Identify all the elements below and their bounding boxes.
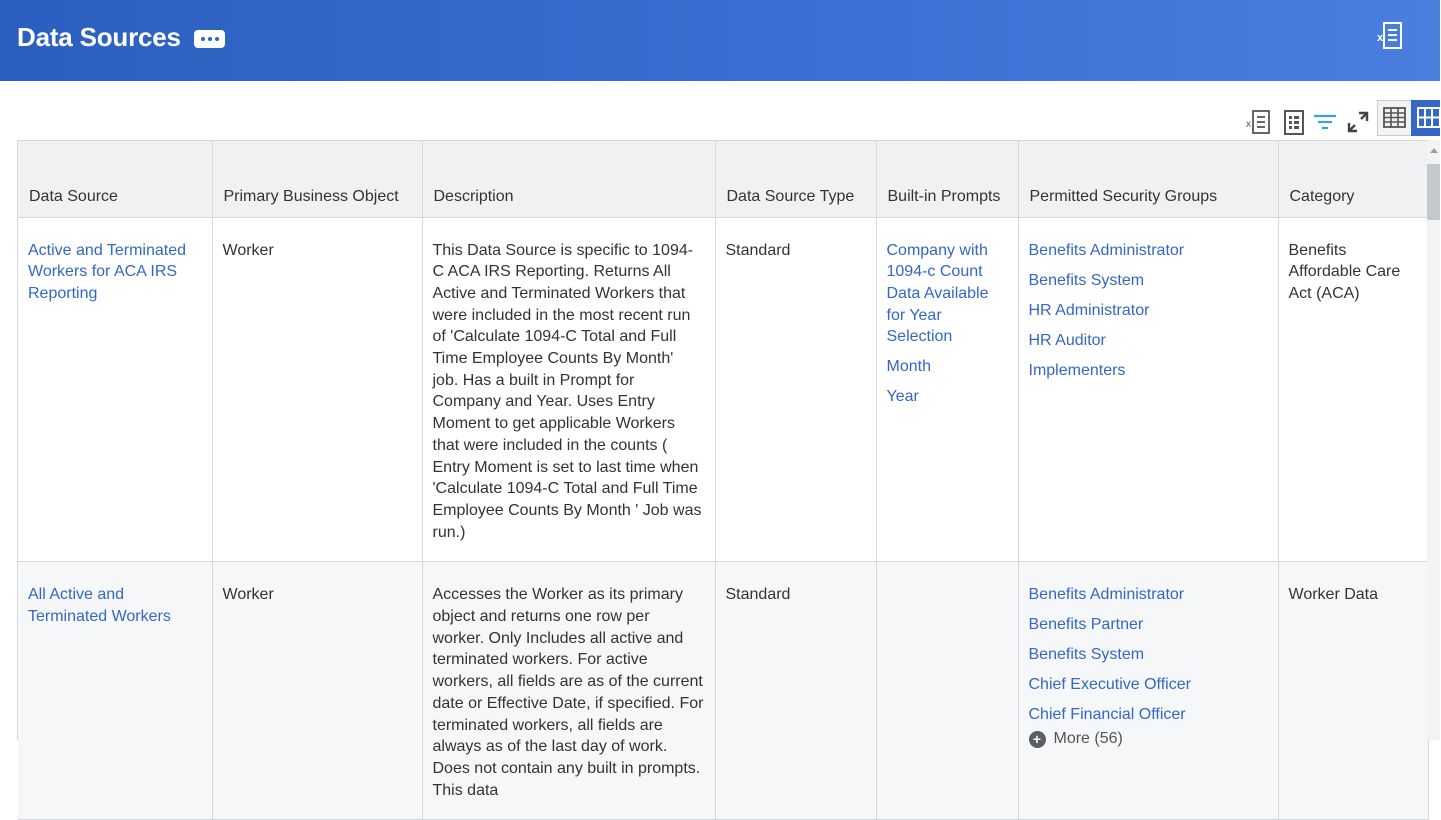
more-security-groups-button[interactable]: [1029, 728, 1267, 750]
security-group-link[interactable]: Benefits Partner: [1028, 616, 1144, 634]
vertical-scrollbar[interactable]: [1427, 140, 1440, 740]
security-group-link[interactable]: HR Auditor: [1028, 331, 1106, 349]
svg-text:x: x: [1377, 32, 1384, 44]
built-in-prompts-cell: [876, 562, 1018, 820]
security-group-link[interactable]: Benefits System: [1028, 271, 1145, 289]
column-header-built-in-prompts[interactable]: Built-in Prompts: [876, 141, 1018, 217]
security-group-link[interactable]: Benefits Administrator: [1028, 241, 1185, 259]
table-row: [18, 562, 1428, 820]
table-row: [18, 217, 1428, 562]
primary-business-object-cell: Worker: [212, 217, 422, 562]
filter-icon[interactable]: [1311, 108, 1339, 136]
security-group-link[interactable]: Benefits System: [1028, 646, 1145, 664]
scroll-up-arrow-icon[interactable]: [1430, 148, 1438, 153]
plus-circle-icon: +: [1029, 731, 1046, 748]
security-group-link[interactable]: Chief Financial Officer: [1028, 706, 1186, 724]
column-header-category[interactable]: Category: [1278, 141, 1428, 217]
ellipsis-icon: [201, 37, 205, 41]
fullscreen-icon[interactable]: [1344, 108, 1372, 136]
table-header-row: [18, 141, 1428, 217]
data-sources-table: [17, 140, 1427, 799]
data-source-link[interactable]: Active and Terminated Workers for ACA IRS Reporting: [28, 241, 187, 302]
column-header-primary-business-object[interactable]: Primary Business Object: [212, 141, 422, 217]
table-view-icon[interactable]: [1377, 100, 1412, 136]
prompt-link[interactable]: Year: [886, 388, 919, 406]
category-cell: Worker Data: [1278, 562, 1428, 820]
scrollbar-thumb[interactable]: [1427, 164, 1440, 220]
security-group-link[interactable]: HR Administrator: [1028, 301, 1150, 319]
column-header-permitted-security-groups[interactable]: Permitted Security Groups: [1018, 141, 1278, 217]
table-toolbar: [0, 100, 1440, 140]
prompt-link[interactable]: Month: [886, 358, 931, 376]
description-cell: This Data Source is specific to 1094-C ACA IRS Reporting. Returns All Active and Terminated Workers that were included in the most recent run of 'Calculate 1094-C Total and Full Time Employee Counts By Month' job. Has a built in Prompt for Company and Year. Uses Entry Moment to get applicable Workers that were included in the counts ( Entry Moment is set to last time when 'Calculate 1094-C Total and Full Time Employee Counts By Month ' Job was run.): [422, 217, 715, 562]
pdf-print-icon[interactable]: [1280, 108, 1308, 136]
svg-text:x: x: [1246, 119, 1251, 130]
excel-export-icon[interactable]: [1245, 108, 1273, 136]
prompt-link[interactable]: Company with 1094-c Count Data Available for Year Selection: [886, 241, 989, 346]
security-group-link[interactable]: Implementers: [1028, 361, 1126, 379]
primary-business-object-cell: Worker: [212, 562, 422, 820]
description-cell: Accesses the Worker as its primary object and returns one row per worker. Only Includes all active and terminated workers. For active workers, all fields are as of the current date or Effective Date, if specified. For terminated workers, all fields are always as of the last day of work. Does not contain any built in prompts. This data: [422, 562, 715, 820]
security-group-link[interactable]: Benefits Administrator: [1028, 586, 1185, 604]
more-label: More (56): [1053, 730, 1123, 748]
data-source-link[interactable]: All Active and Terminated Workers: [28, 586, 171, 626]
data-source-type-cell: Standard: [715, 217, 876, 562]
column-header-description[interactable]: Description: [422, 141, 715, 217]
column-header-data-source[interactable]: Data Source: [18, 141, 212, 217]
page-header: [0, 0, 1440, 81]
excel-export-icon[interactable]: [1376, 21, 1406, 51]
category-cell: Benefits Affordable Care Act (ACA): [1278, 217, 1428, 562]
page-title: Data Sources: [17, 22, 181, 52]
grid-view-icon[interactable]: [1411, 100, 1440, 136]
column-header-data-source-type[interactable]: Data Source Type: [715, 141, 876, 217]
related-actions-button[interactable]: [194, 30, 225, 48]
data-source-type-cell: Standard: [715, 562, 876, 820]
security-group-link[interactable]: Chief Executive Officer: [1028, 676, 1191, 694]
